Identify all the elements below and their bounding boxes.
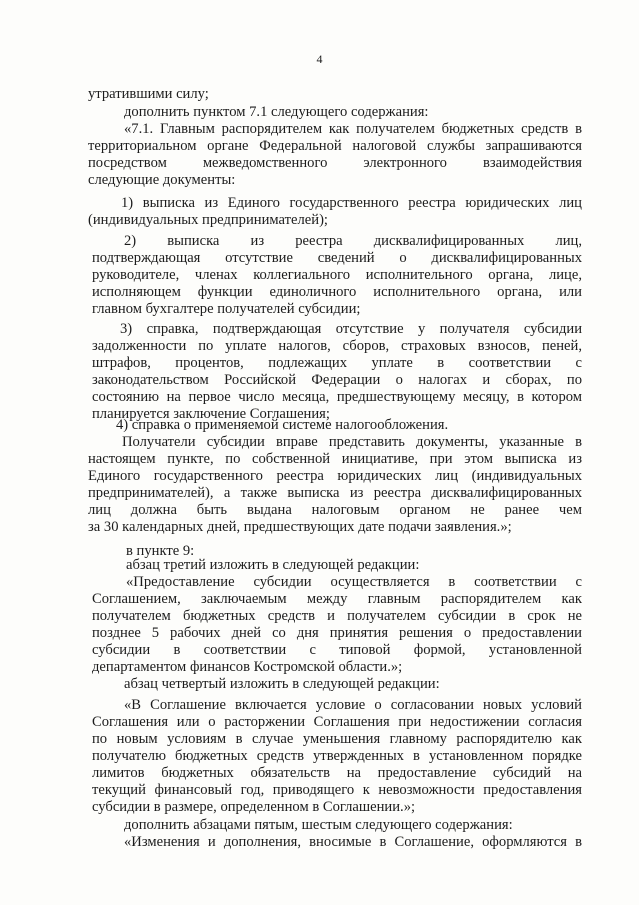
text-line: задолженности по уплате налогов, сборов, страховых взносов, пеней, bbox=[92, 338, 582, 354]
text-line: исполняющем функции единоличного исполнительного органа, или bbox=[92, 284, 582, 300]
text-line: Получатели субсидии вправе представить документы, указанные в bbox=[122, 434, 582, 450]
text-line: Соглашением, заключаемым между главным распорядителем как bbox=[92, 591, 582, 607]
text-line: посредством межведомственного электронного взаимодействия bbox=[88, 155, 582, 171]
text-line: (индивидуальных предпринимателей); bbox=[88, 212, 328, 228]
text-line: штрафов, процентов, подлежащих уплате в соответствии с bbox=[92, 355, 582, 371]
text-line: позднее 5 рабочих дней со дня принятия решения о предоставлении bbox=[92, 625, 582, 641]
text-line: дополнить абзацами пятым, шестым следующего содержания: bbox=[124, 817, 513, 833]
text-line: планируется заключение Соглашения; bbox=[92, 406, 330, 422]
text-line: состоянию на первое число месяца, предшествующему месяцу, в котором bbox=[92, 389, 582, 405]
text-line: по новым условиям в случае уменьшения главному распорядителю как bbox=[92, 731, 582, 747]
text-line: субсидии в размере, определенном в Соглашении.»; bbox=[92, 799, 416, 815]
text-line: абзац третий изложить в следующей редакции: bbox=[126, 557, 420, 573]
page-number: 4 bbox=[316, 52, 323, 66]
text-line: главном бухгалтере получателей субсидии; bbox=[92, 301, 361, 317]
text-line: территориальном органе Федеральной налоговой службы запрашиваются bbox=[88, 138, 582, 154]
text-line: утратившими силу; bbox=[88, 86, 209, 102]
text-line: 4) справка о применяемой системе налогообложения. bbox=[116, 417, 449, 433]
text-line: Единого государственного реестра юридических лиц (индивидуальных bbox=[88, 468, 582, 484]
text-line: текущий финансовый год, приводящего к невозможности предоставления bbox=[92, 782, 582, 798]
text-line: в пункте 9: bbox=[126, 543, 195, 559]
text-line: Соглашения или о расторжении Соглашения при недостижении согласия bbox=[92, 714, 582, 730]
text-line: подтверждающая отсутствие сведений о дисквалифицированных bbox=[92, 250, 582, 266]
text-line: следующие документы: bbox=[88, 172, 236, 188]
text-line: настоящем пункте, по собственной инициативе, при этом выписка из bbox=[88, 451, 582, 467]
text-line: «Предоставление субсидии осуществляется в соответствии с bbox=[126, 574, 582, 590]
text-line: субсидии в соответствии с типовой формой, установленной bbox=[92, 642, 582, 658]
text-line: 1) выписка из Единого государственного реестра юридических лиц bbox=[121, 195, 582, 211]
text-line: за 30 календарных дней, предшествующих дате подачи заявления.»; bbox=[88, 519, 512, 535]
text-line: предпринимателей), а также выписка из реестра дисквалифицированных bbox=[88, 485, 582, 501]
text-line: «7.1. Главным распорядителем как получателем бюджетных средств в bbox=[124, 121, 582, 137]
text-line: 2) выписка из реестра дисквалифицированных лиц, bbox=[124, 233, 582, 249]
text-line: лимитов бюджетных обязательств на предоставление субсидий на bbox=[92, 765, 582, 781]
text-line: получателю бюджетных средств утвержденных в установленном порядке bbox=[92, 748, 582, 764]
text-line: лиц должна быть выдана налоговым органом не ранее чем bbox=[88, 502, 582, 518]
text-line: «В Соглашение включается условие о согласовании новых условий bbox=[124, 697, 582, 713]
text-line: департаментом финансов Костромской области.»; bbox=[92, 659, 403, 675]
text-line: 3) справка, подтверждающая отсутствие у получателя субсидии bbox=[120, 321, 582, 337]
text-line: абзац четвертый изложить в следующей редакции: bbox=[124, 676, 440, 692]
text-line: руководителе, членах коллегиального исполнительного органа, лице, bbox=[92, 267, 582, 283]
text-line: «Изменения и дополнения, вносимые в Соглашение, оформляются в bbox=[124, 834, 582, 850]
text-line: законодательством Российской Федерации о налогах и сборах, по bbox=[92, 372, 582, 388]
text-line: дополнить пунктом 7.1 следующего содержания: bbox=[124, 104, 429, 120]
text-line: получателем бюджетных средств и получателем субсидии в срок не bbox=[92, 608, 582, 624]
